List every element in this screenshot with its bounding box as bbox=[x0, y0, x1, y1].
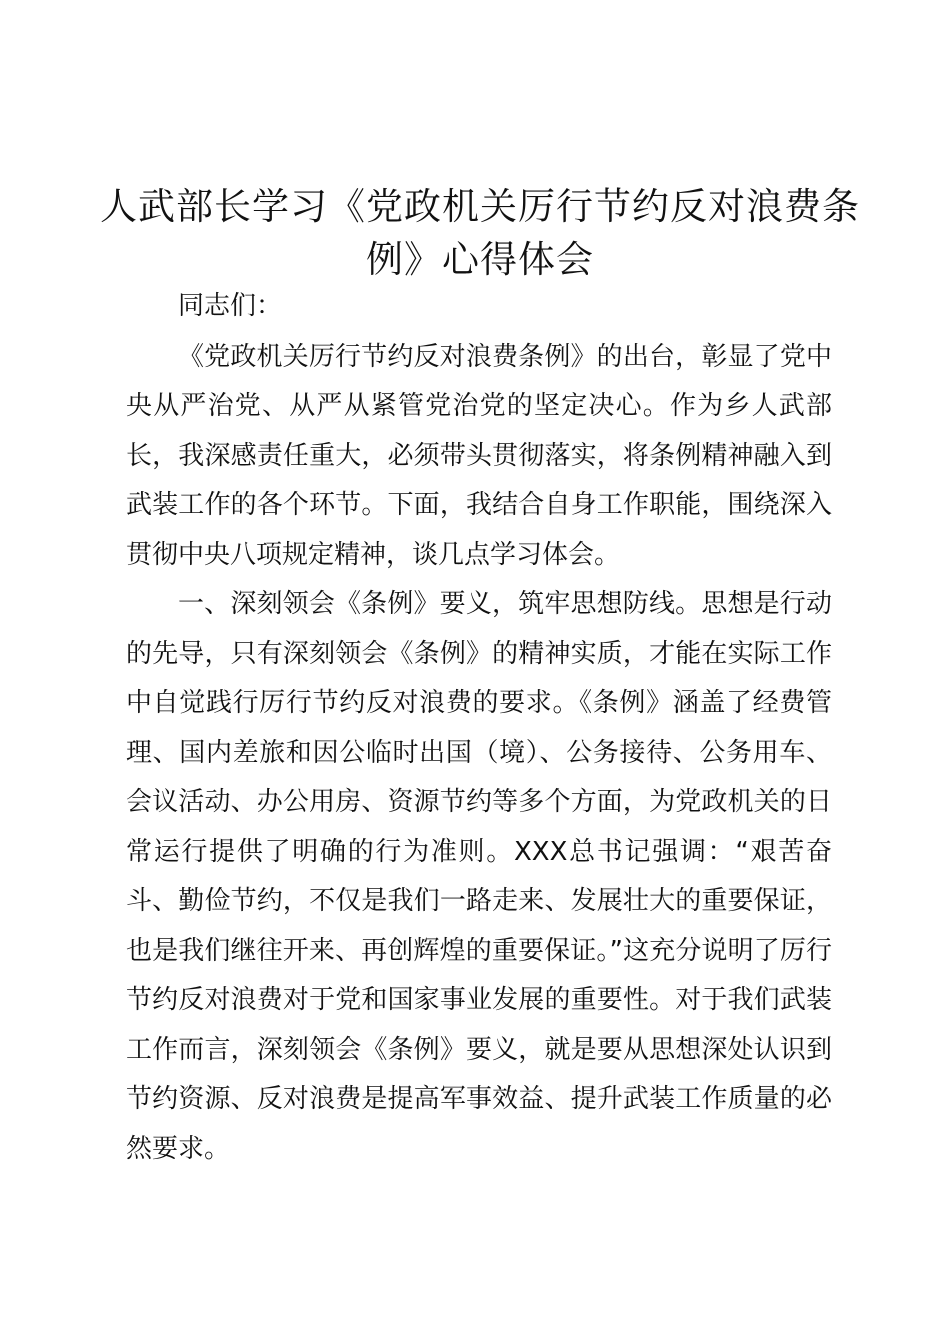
section-1-heading: 一、深刻领会《条例》要义，筑牢思想防线。 bbox=[178, 589, 702, 619]
intro-paragraph: 《党政机关厉行节约反对浪费条例》的出台，彰显了党中央从严治党、从严从紧管党治党的坚定决心。作为乡人武部长，我深感责任重大，必须带头贯彻落实，将条例精神融入到武装工作的各个环节。下面，我结合自身工作职能，围绕深入贯彻中央八项规定精神，谈几点学习体会。 bbox=[126, 341, 832, 570]
document-body bbox=[126, 282, 832, 1174]
section-1-paragraph bbox=[126, 580, 832, 1174]
document-title: 人武部长学习《党政机关厉行节约反对浪费条例》心得体会 bbox=[100, 185, 860, 281]
greeting-paragraph: 同志们： bbox=[178, 291, 283, 321]
section-1-text: 思想是行动的先导，只有深刻领会《条例》的精神实质，才能在实际工作中自觉践行厉行节约反对浪费的要求。《条例》涵盖了经费管理、国内差旅和因公临时出国（境）、公务接待、公务用车、会议活动、办公用房、资源节约等多个方面，为党政机关的日常运行提供了明确的行为准则。XXX总书记强调：“艰苦奋斗、勤俭节约，不仅是我们一路走来、发展壮大的重要保证，也是我们继往开来、再创辉煌的重要保证。”这充分说明了厉行节约反对浪费对于党和国家事业发展的重要性。对于我们武装工作而言，深刻领会《条例》要义，就是要从思想深处认识到节约资源、反对浪费是提高军事效益、提升武装工作质量的必然要求。 bbox=[126, 589, 832, 1164]
